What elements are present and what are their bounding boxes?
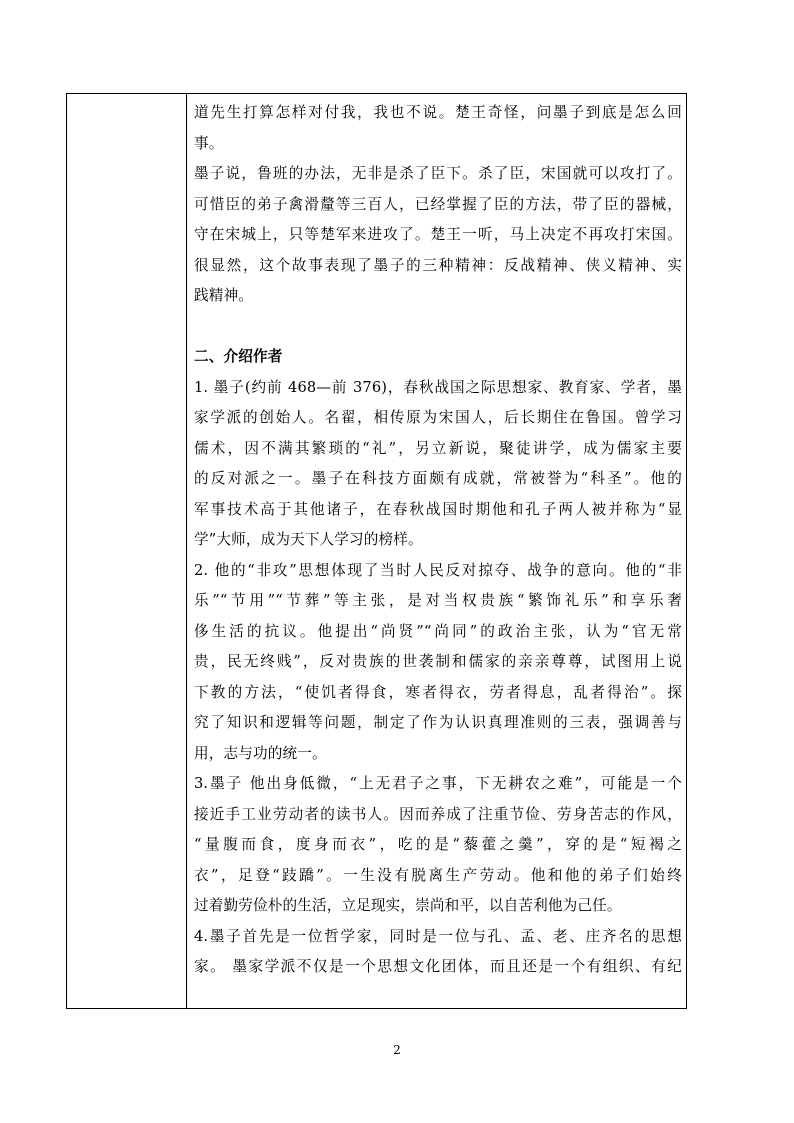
page-number: 2 — [393, 1043, 401, 1057]
text-line: 家学派的创始人。名翟，相传原为宋国人，后长期住在鲁国。曾学习 — [194, 409, 682, 426]
blank-line — [194, 312, 682, 343]
table-content-cell — [194, 98, 682, 983]
text-line: 下教的方法，“使饥者得食，寒者得衣，劳者得息，乱者得治”。探 — [194, 683, 682, 701]
table-left-cell — [66, 93, 186, 1009]
table-column-divider — [186, 93, 187, 1009]
section-heading: 二、介绍作者 — [194, 348, 283, 365]
text-line: 乐”“节用”“节葬”等主张，是对当权贵族“繁饰礼乐”和享乐奢 — [194, 592, 682, 609]
text-line: 家。 墨家学派不仅是一个思想文化团体，而且还是一个有组织、有纪 — [194, 958, 682, 975]
text-line: 墨子说，鲁班的办法，无非是杀了臣下。杀了臣，宋国就可以攻打了。 — [194, 165, 682, 182]
text-line: 贵，民无终贱”，反对贵族的世袭制和儒家的亲亲尊尊，试图用上说 — [194, 653, 682, 670]
text-line: 1. 墨子(约前 468—前 376)，春秋战国之际思想家、教育家、学者，墨 — [194, 378, 682, 396]
text-line: 2. 他的“非攻”思想体现了当时人民反对掠夺、战争的意向。他的“非 — [194, 561, 682, 579]
text-line: 过着勤劳俭朴的生活，立足现实，崇尚和平，以自苦利他为己任。 — [194, 897, 622, 914]
text-line: 践精神。 — [194, 287, 253, 304]
text-line: 4.墨子首先是一位哲学家，同时是一位与孔、孟、老、庄齐名的思想 — [194, 927, 682, 945]
text-line: 事。 — [194, 134, 224, 152]
text-line: 可惜臣的弟子禽滑釐等三百人，已经掌握了臣的方法，带了臣的器械， — [194, 195, 682, 213]
text-line: 接近手工业劳动者的读书人。因而养成了注重节俭、劳身苦志的作风， — [194, 805, 682, 823]
text-line: 守在宋城上，只等楚军来进攻了。楚王一听，马上决定不再攻打宋国。 — [194, 226, 682, 243]
text-line: 军事技术高于其他诸子，在春秋战国时期他和孔子两人被并称为“显 — [194, 500, 682, 518]
text-line: 很显然，这个故事表现了墨子的三种精神：反战精神、侠义精神、实 — [194, 256, 682, 274]
text-line: 道先生打算怎样对付我，我也不说。楚王奇怪，问墨子到底是怎么回 — [194, 104, 682, 121]
text-line: 用，志与功的统一。 — [194, 744, 327, 762]
text-line: 3.墨子 他出身低微，“上无君子之事，下无耕农之难”，可能是一个 — [194, 775, 682, 792]
text-line: 衣”，足登“跂蹻”。一生没有脱离生产劳动。他和他的弟子们始终 — [194, 866, 682, 884]
text-line: 儒术，因不满其繁琐的“礼”，另立新说，聚徒讲学，成为儒家主要 — [194, 439, 682, 457]
text-line: 侈生活的抗议。他提出“尚贤”“尚同”的政治主张，认为“官无常 — [194, 622, 682, 640]
text-line: “量腹而食，度身而衣”，吃的是“藜藿之羹”，穿的是“短褐之 — [194, 836, 682, 853]
text-line: 的反对派之一。墨子在科技方面颇有成就，常被誉为“科圣”。他的 — [194, 470, 682, 487]
text-line: 学”大师，成为天下人学习的榜样。 — [194, 531, 423, 548]
text-line: 究了知识和逻辑等问题，制定了作为认识真理准则的三表，强调善与 — [194, 714, 682, 731]
